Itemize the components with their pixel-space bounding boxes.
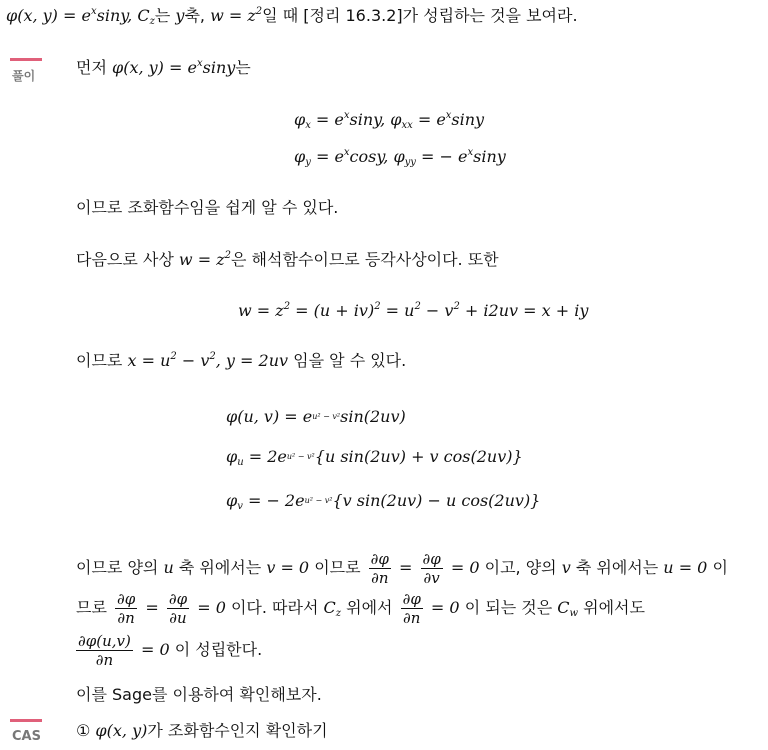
math: = u xyxy=(380,301,415,320)
sup: x xyxy=(343,110,350,121)
equation-1 xyxy=(294,109,484,131)
text: 은 해석함수이므로 등각사상이다. 또한 xyxy=(231,250,499,269)
solution-tag: 풀이 xyxy=(12,69,36,83)
text: 임을 알 수 있다. xyxy=(288,351,407,370)
numerator: ∂φ xyxy=(117,590,136,608)
text: 이므로 xyxy=(76,351,128,370)
text: 축 위에서는 xyxy=(570,558,664,577)
paragraph-line-1 xyxy=(76,548,728,588)
sup: u² − v² xyxy=(304,496,333,505)
math: v = 0 xyxy=(266,558,310,577)
denominator: ∂n xyxy=(403,609,421,627)
numerator: ∂φ xyxy=(168,590,188,608)
text: 이 되는 것은 xyxy=(459,598,558,617)
problem-math: w = z xyxy=(210,6,256,25)
math: {v sin(2uv) − u cos(2uv)} xyxy=(332,491,541,510)
equation-5 xyxy=(226,446,523,468)
math: = − 2e xyxy=(242,491,305,510)
problem-text: 는 xyxy=(154,6,176,25)
text: 이 성립한다. xyxy=(169,640,263,659)
math: siny xyxy=(202,58,236,77)
math: φ(u, v) = e xyxy=(226,407,313,426)
fraction xyxy=(401,590,423,627)
text: 이므로 양의 xyxy=(76,558,164,577)
sup: 2 xyxy=(224,250,231,261)
denominator: ∂n xyxy=(95,651,114,669)
text: 위에서도 xyxy=(578,598,645,617)
equation-2 xyxy=(294,146,506,168)
text: 이므로 xyxy=(309,558,366,577)
math: = e xyxy=(412,110,446,129)
denominator: ∂n xyxy=(371,569,389,587)
math: u = 0 xyxy=(663,558,708,577)
math: = − e xyxy=(415,147,468,166)
fraction xyxy=(167,590,189,627)
sup: 2 xyxy=(170,351,177,362)
equation-3 xyxy=(238,300,588,322)
sub: x xyxy=(305,120,311,131)
uv-text xyxy=(76,350,406,372)
problem-sup: x xyxy=(90,6,97,17)
math: = 0 xyxy=(445,558,480,577)
math: = 2e xyxy=(243,447,287,466)
sup: u² − v² xyxy=(312,412,341,421)
math: = 0 xyxy=(135,640,170,659)
problem-statement xyxy=(6,5,578,27)
math: siny xyxy=(451,110,485,129)
math: w = z xyxy=(178,250,225,269)
sub: xx xyxy=(401,120,413,131)
text: 다음으로 사상 xyxy=(76,250,179,269)
sup: x xyxy=(445,110,452,121)
sup: x xyxy=(196,58,203,69)
problem-math: siny, C xyxy=(96,6,150,25)
sage-text: 이를 Sage를 이용하여 확인해보자. xyxy=(76,685,322,704)
fraction xyxy=(76,632,133,669)
math: siny xyxy=(473,147,506,166)
math: = 0 xyxy=(425,598,460,617)
math: , y = 2uv xyxy=(215,351,289,370)
problem-math: y xyxy=(175,6,185,25)
math: = e xyxy=(310,110,344,129)
solution-tag-bar xyxy=(10,58,42,61)
math: x = u xyxy=(127,351,171,370)
math: − v xyxy=(176,351,210,370)
fraction xyxy=(115,590,137,627)
sup: 2 xyxy=(283,301,291,312)
sub: z xyxy=(335,608,342,619)
math: = xyxy=(393,558,418,577)
math: v xyxy=(561,558,571,577)
text: 위에서 xyxy=(341,598,398,617)
sub: u xyxy=(237,457,244,468)
math: C xyxy=(557,598,570,617)
solution-intro xyxy=(76,57,251,79)
sup: 2 xyxy=(374,301,381,312)
text: 이고, 양의 xyxy=(479,558,562,577)
text: 이다. 따라서 xyxy=(225,598,324,617)
denominator: ∂n xyxy=(117,609,135,627)
numerator: ∂φ xyxy=(422,550,441,568)
math: = xyxy=(140,598,164,617)
math: sin(2uv) xyxy=(340,407,406,426)
fraction xyxy=(369,550,391,587)
math: C xyxy=(323,598,336,617)
denominator: ∂v xyxy=(423,569,440,587)
math: − v xyxy=(420,301,454,320)
text: 는 xyxy=(235,58,251,77)
math: = e xyxy=(310,147,344,166)
math: w = z xyxy=(238,301,284,320)
sup: u² − v² xyxy=(286,452,315,461)
math: + i2uv = x + iy xyxy=(459,301,589,320)
sup: x xyxy=(467,147,474,158)
harmonic-text: 이므로 조화함수임을 쉽게 알 수 있다. xyxy=(76,198,339,217)
sub: v xyxy=(237,501,243,512)
paragraph-line-2 xyxy=(76,588,645,628)
numerator: ∂φ xyxy=(402,590,421,608)
denominator: ∂u xyxy=(169,609,187,627)
sub: w xyxy=(569,608,579,619)
math: φ(x, y) xyxy=(90,721,148,740)
sub: yy xyxy=(404,157,416,168)
problem-text: 축, xyxy=(184,6,211,25)
math: cosy, φ xyxy=(349,147,405,166)
paragraph-line-3 xyxy=(76,630,262,670)
cas-tag: CAS xyxy=(12,729,41,744)
fraction xyxy=(421,550,443,587)
problem-text: 일 때 [정리 16.3.2]가 성립하는 것을 보여라. xyxy=(262,6,578,25)
equation-6 xyxy=(226,490,540,512)
problem-sup: 2 xyxy=(255,6,263,17)
math: siny, φ xyxy=(349,110,402,129)
item-number: ① xyxy=(76,721,91,740)
math: φ(x, y) = e xyxy=(112,58,197,77)
sup: x xyxy=(343,147,350,158)
text: 므로 xyxy=(76,598,112,617)
numerator: ∂φ xyxy=(370,550,389,568)
sub: y xyxy=(305,157,311,168)
math: φ xyxy=(226,491,238,510)
math: = 0 xyxy=(192,598,226,617)
sup: 2 xyxy=(209,351,216,362)
math: {u sin(2uv) + v cos(2uv)} xyxy=(314,447,523,466)
sup: 2 xyxy=(453,301,460,312)
cas-item xyxy=(76,720,328,742)
math: u xyxy=(163,558,174,577)
math: φ xyxy=(294,147,306,166)
equation-4 xyxy=(226,406,406,428)
problem-math: φ(x, y) = e xyxy=(6,6,91,25)
problem-sub: z xyxy=(149,16,155,27)
cas-tag-bar xyxy=(10,719,42,722)
math: = (u + iv) xyxy=(290,301,375,320)
sup: 2 xyxy=(414,301,421,312)
math: φ xyxy=(226,447,238,466)
text: 먼저 xyxy=(76,58,112,77)
math: φ xyxy=(294,110,306,129)
text: 축 위에서는 xyxy=(173,558,267,577)
numerator: ∂φ(u,v) xyxy=(78,632,131,650)
map-text xyxy=(76,249,499,271)
text: 가 조화함수인지 확인하기 xyxy=(147,721,328,740)
text: 이 xyxy=(707,558,728,577)
